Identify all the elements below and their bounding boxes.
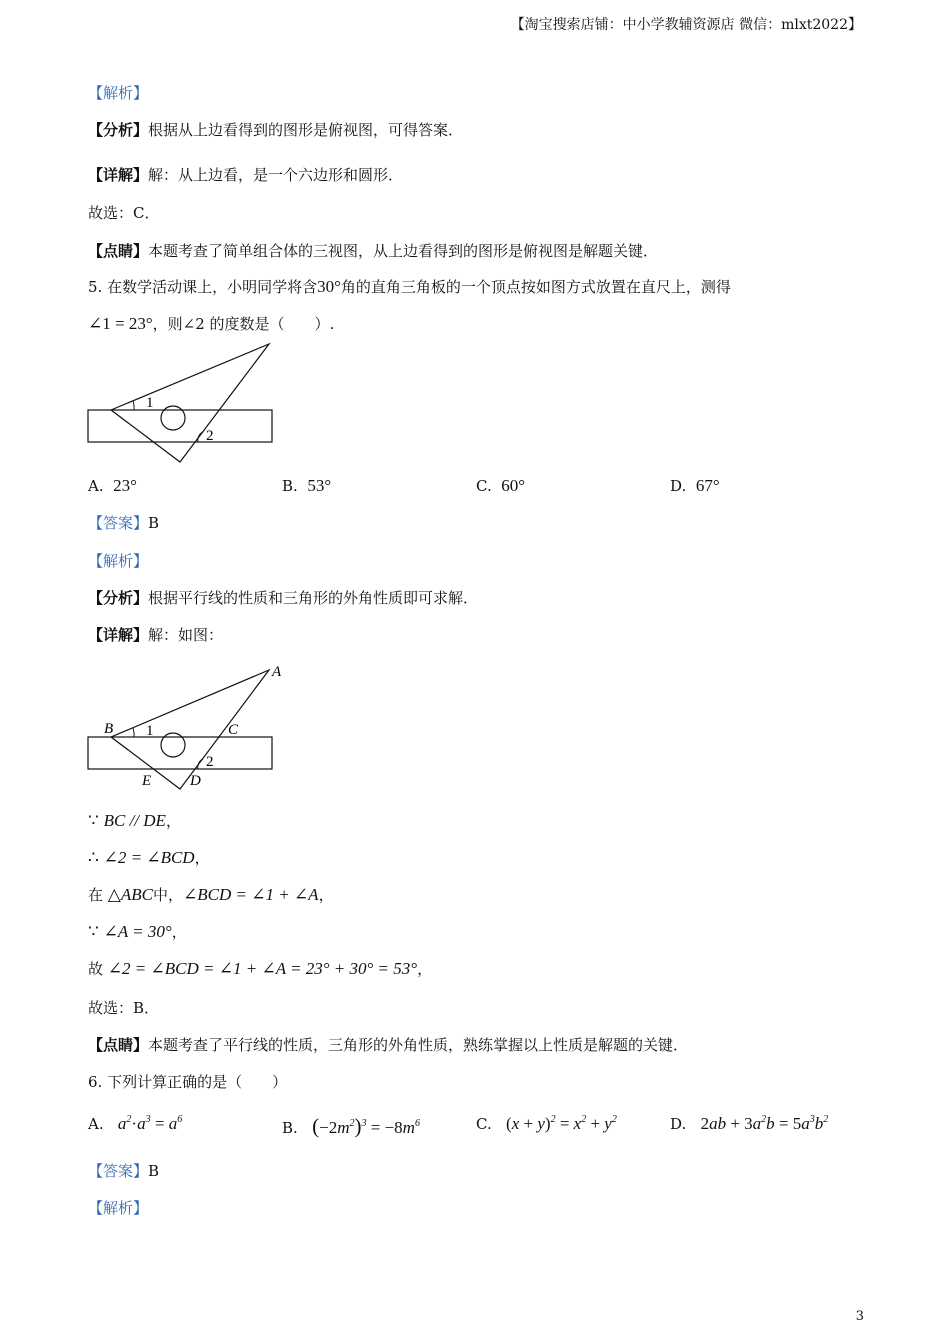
q5-stem-line1	[88, 276, 731, 297]
step3-math: △ABC	[107, 885, 153, 904]
q5-option-c-letter: C.	[476, 477, 492, 495]
q5-text1: 在数学活动课上，小明同学将含	[107, 278, 318, 296]
angle1-arc	[133, 401, 134, 410]
step3-suffix: ，	[318, 886, 334, 904]
step1-prefix: ∵	[88, 811, 99, 830]
q6-option-a-letter: A.	[88, 1115, 104, 1133]
q5-option-b-value: 53°	[307, 476, 332, 495]
q5-step-1	[88, 810, 181, 831]
q4-xiangjie	[88, 164, 403, 185]
dianjing-tag: 【点睛】	[88, 242, 149, 260]
q4-choice: 故选：C．	[88, 204, 160, 222]
step5-prefix: 故	[88, 960, 104, 978]
q6-option-c-letter: C.	[476, 1115, 492, 1133]
step2-prefix: ∴	[88, 848, 99, 867]
analysis-tag: 【解析】	[88, 84, 149, 102]
q6-option-b-expr: $(-2m^2)^3 = -8m^6$	[312, 1114, 420, 1138]
q6-option-d-expr: $2ab + 3a^2b = 5a^3b^2$	[700, 1114, 829, 1133]
q6-option-d	[670, 1114, 828, 1134]
q6-option-c-expr: $(x + y)^2 = x^2 + y^2$	[506, 1114, 617, 1133]
q5-dianjing-text: 本题考查了平行线的性质，三角形的外角性质，熟练掌握以上性质是解题的关键．	[148, 1036, 689, 1054]
ruler-rect	[88, 410, 272, 442]
q5-angle30: 30°	[317, 277, 341, 296]
q5-option-d-value: 67°	[695, 476, 720, 495]
q5-figure-ruler-triangle	[86, 340, 278, 466]
q5-step-5	[88, 958, 432, 979]
step4-math: ∠A = 30°	[103, 922, 172, 941]
page-number: 3	[855, 1309, 864, 1324]
answer-tag: 【答案】	[88, 514, 149, 532]
q5-step-4	[88, 921, 187, 942]
q4-xiangjie-text: 解：从上边看，是一个六边形和圆形．	[148, 166, 404, 184]
triangle-outline-2	[111, 670, 269, 789]
q5-option-d-letter: D.	[670, 477, 687, 495]
step4-prefix: ∵	[88, 922, 99, 941]
step5-suffix: ，	[417, 960, 433, 978]
step1-math: BC // DE	[103, 811, 166, 830]
label-A: A	[272, 664, 282, 680]
step4-suffix: ，	[171, 923, 187, 941]
q5-step-3	[88, 884, 334, 905]
q5-condition: ∠1 = 23°	[88, 314, 153, 333]
q6-analysis-tag: 【解析】	[88, 1199, 149, 1217]
q5-xiangjie-text: 解：如图：	[148, 626, 224, 644]
label-angle1: 1	[146, 395, 154, 411]
q4-fenxi-text: 根据从上边看得到的图形是俯视图，可得答案．	[148, 121, 464, 139]
q4-fenxi	[88, 119, 463, 140]
q6-option-a	[88, 1114, 182, 1134]
q4-dianjing-text: 本题考查了简单组合体的三视图，从上边看得到的图形是俯视图是解题关键．	[148, 242, 659, 260]
label-D: D	[190, 773, 201, 789]
q6-option-a-expr: $a^2\cdot a^3 = a^6$	[117, 1114, 183, 1133]
label-1: 1	[146, 723, 154, 739]
label-C: C	[228, 722, 239, 738]
q5-choice: 故选：B．	[88, 999, 160, 1017]
q6-option-d-letter: D.	[670, 1115, 687, 1133]
q5-xiangjie-tag: 【详解】	[88, 626, 149, 644]
q5-dianjing-tag: 【点睛】	[88, 1036, 149, 1054]
q5-option-a-value: 23°	[113, 476, 137, 495]
q5-option-d	[670, 476, 720, 496]
step1-suffix: ，	[165, 812, 181, 830]
q6-number: 6.	[88, 1073, 103, 1091]
xiangjie-tag: 【详解】	[88, 166, 149, 184]
q5-option-a	[88, 476, 137, 496]
q5-step-2	[88, 847, 210, 868]
label-2: 2	[206, 754, 214, 770]
step3-mid: 中，	[152, 886, 183, 904]
q5-option-b-letter: B.	[282, 477, 298, 495]
q5-option-c-value: 60°	[501, 476, 526, 495]
angle1-arc-2	[133, 728, 134, 737]
q5-fenxi-tag: 【分析】	[88, 589, 149, 607]
q5-text3: ，则∠2 的度数是（ ）.	[152, 315, 335, 333]
step2-suffix: ，	[194, 849, 210, 867]
q5-dianjing	[88, 1034, 688, 1055]
q4-dianjing	[88, 240, 658, 261]
label-E: E	[142, 773, 152, 789]
q5-answer-value: B	[148, 514, 160, 532]
q6-answer	[88, 1160, 159, 1181]
q6-option-c	[476, 1114, 617, 1134]
q5-analysis-tag: 【解析】	[88, 552, 149, 570]
q6-answer-value: B	[148, 1162, 160, 1180]
fenxi-tag: 【分析】	[88, 121, 149, 139]
ruler-rect-2	[88, 737, 272, 769]
q5-option-b	[282, 476, 331, 496]
q6-option-b-letter: B.	[282, 1119, 298, 1137]
label-B: B	[104, 721, 114, 737]
q6-option-b	[282, 1114, 420, 1139]
q5-fenxi	[88, 587, 478, 608]
q5-stem-line2	[88, 313, 334, 334]
q5-figure-labelled	[86, 660, 296, 792]
q6-text: 下列计算正确的是（ ）	[107, 1073, 288, 1091]
step2-math: ∠2 = ∠BCD	[103, 848, 195, 867]
q5-option-a-letter: A.	[88, 477, 104, 495]
angle2-arc-2	[198, 759, 203, 769]
q5-fenxi-text: 根据平行线的性质和三角形的外角性质即可求解．	[148, 589, 479, 607]
page-header: 【淘宝搜索店铺：中小学教辅资源店 微信：mlxt2022】	[510, 17, 862, 33]
triangle-outline	[111, 344, 269, 462]
q5-xiangjie	[88, 624, 223, 645]
step3-prefix: 在	[88, 886, 104, 904]
q5-answer	[88, 512, 159, 533]
q5-option-c	[476, 476, 525, 496]
q6-answer-tag: 【答案】	[88, 1162, 149, 1180]
q6-stem	[88, 1071, 287, 1092]
step3-math2: ∠BCD = ∠1 + ∠A	[183, 885, 319, 904]
label-angle2: 2	[206, 428, 214, 444]
step5-math: ∠2 = ∠BCD = ∠1 + ∠A = 23° + 30° = 53°	[107, 959, 418, 978]
q5-number: 5.	[88, 278, 103, 296]
q5-text2: 角的直角三角板的一个顶点按如图方式放置在直尺上，测得	[340, 278, 731, 296]
